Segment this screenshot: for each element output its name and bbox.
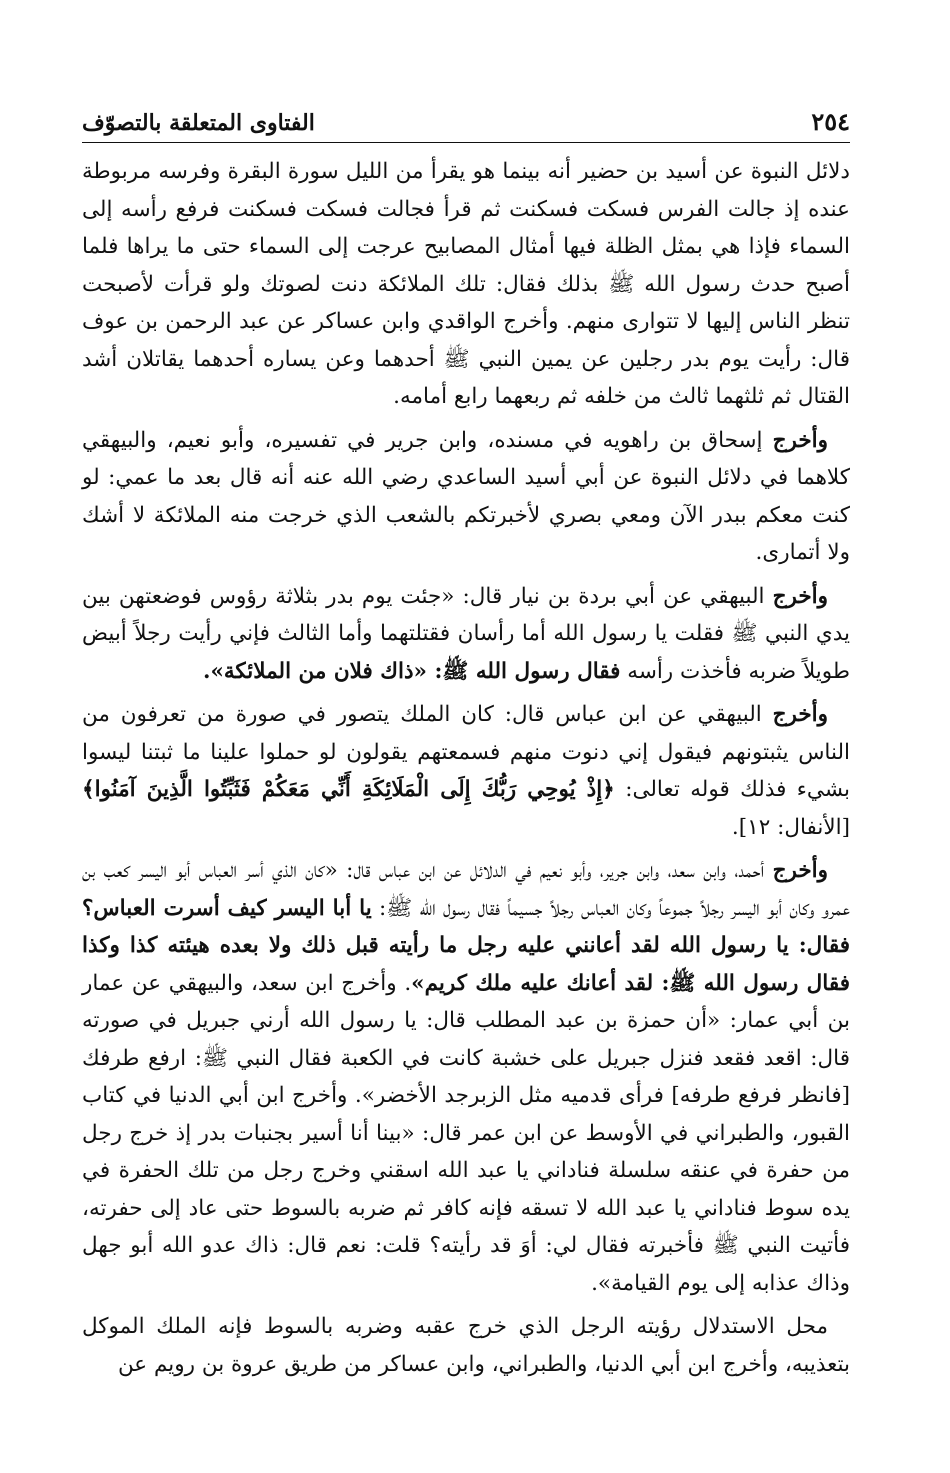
paragraph-lead: وأخرج [772, 702, 828, 727]
verse-reference: [الأنفال: ١٢]. [731, 814, 850, 840]
paragraph-lead: وأخرج [772, 858, 828, 883]
paragraph-bold-quote: فقال رسول الله ﷺ: «ذاك فلان من الملائكة». [202, 658, 621, 684]
quran-verse: ﴿إِذْ يُوحِي رَبُّكَ إِلَى الْمَلَائِكَةِ أَنِّي مَعَكُمْ فَثَبِّتُوا الَّذِينَ آمَنُوا﴾ [82, 777, 615, 802]
paragraph-3 [82, 578, 850, 691]
paragraph-6 [82, 1308, 850, 1383]
paragraph-text: أحمد، وابن سعد، وابن جرير، وأبو نعيم في الدلائل عن ابن عباس قال: «كان الذي أسر العباس أبو اليسر كعب بن عمرو وكان أبو اليسر رجلاً جموعاً وكان العباس رجلاً جسيماً فقال رسول الله ﷺ: [82, 858, 850, 921]
paragraph-2 [82, 422, 850, 572]
running-title: الفتاوى المتعلقة بالتصوّف [82, 110, 315, 136]
page-header [82, 96, 850, 143]
paragraph-text: البيهقي عن أبي بردة بن نيار قال: «جئت يوم بدر بثلاثة رؤوس فوضعتهن بين يدي النبي ﷺ فقلت يا رسول الله أما رأسان فقتلتهما وأما الثالث فإني رأيت رجلاً أبيض طويلاً ضربه فأخذت رأسه [82, 583, 850, 684]
paragraph-4 [82, 696, 850, 846]
paragraph-5 [82, 852, 850, 1302]
paragraph-text: إسحاق بن راهويه في مسنده، وابن جرير في تفسيره، وأبو نعيم، والبيهقي كلاهما في دلائل النبوة عن أبي أسيد الساعدي رضي الله عنه أنه قال بعد ما عمي: لو كنت معكم ببدر الآن ومعي بصري لأخبرتكم بالشعب الذي خرجت منه الملائكة لا أشك ولا أتمارى. [82, 427, 850, 565]
paragraph-text: دلائل النبوة عن أسيد بن حضير أنه بينما هو يقرأ من الليل سورة البقرة وفرسه مربوطة عنده إذ جالت الفرس فسكت فسكنت ثم قرأ فجالت فسكت فسكنت فرفع رأسه إلى السماء فإذا هي بمثل الظلة فيها أمثال المصابيح عرجت إلى السماء حتى ما يراها فلما أصبح حدث رسول الله ﷺ بذلك فقال: تلك الملائكة دنت لصوتك ولو قرأت لأصبحت تنظر الناس إليها لا تتوارى منهم. وأخرج الواقدي وابن عساكر عن عبد الرحمن بن عوف قال: رأيت يوم بدر رجلين عن يمين النبي ﷺ أحدهما وعن يساره أحدهما يقاتلان أشد القتال ثم ثلثهما ثالث من خلفه ثم ربعهما رابع أمامه. [82, 159, 850, 409]
paragraph-bold-quote: يا أبا اليسر كيف أسرت العباس؟ فقال: يا رسول الله لقد أعانني عليه رجل ما رأيته قبل ذلك ولا بعده هيئته كذا وكذا فقال رسول الله ﷺ: لقد أعانك عليه ملك كريم» [82, 895, 850, 996]
paragraph-text-continued: . وأخرج ابن سعد، والبيهقي عن عمار بن أبي عمار: «أن حمزة بن عبد المطلب قال: يا رسول الله أرني جبريل في صورته قال: اقعد فقعد فنزل جبريل على خشبة كانت في الكعبة فقال النبي ﷺ: ارفع طرفك [فانظر فرفع طرفه] فرأى قدميه مثل الزبرجد الأخضر». وأخرج ابن أبي الدنيا في كتاب القبور، والطبراني في الأوسط عن ابن عمر قال: «بينا أنا أسير بجنبات بدر إذ خرج رجل من حفرة في عنقه سلسلة فناداني يا عبد الله اسقني وخرج رجل من تلك الحفرة في يده سوط فناداني يا عبد الله لا تسقه فإنه كافر ثم ضربه بالسوط حتى عاد إلى حفرته، فأتيت النبي ﷺ فأخبرته فقال لي: أوَ قد رأيته؟ قلت: نعم قال: ذاك عدو الله أبو جهل وذاك عذابه إلى يوم القيامة». [82, 970, 850, 1296]
paragraph-text: البيهقي عن ابن عباس قال: كان الملك يتصور في صورة من تعرفون من الناس يثبتونهم فيقول إني دنوت منهم فسمعتهم يقولون لو حملوا علينا ما ثبتنا ليسوا بشيء فذلك قوله تعالى: [82, 702, 850, 802]
paragraph-lead: وأخرج [772, 583, 828, 609]
paragraph-1 [82, 153, 850, 416]
book-page [82, 96, 850, 1389]
paragraph-lead: وأخرج [772, 427, 828, 453]
body-text [82, 153, 850, 1383]
page-number: ٢٥٤ [811, 107, 850, 136]
paragraph-text: محل الاستدلال رؤيته الرجل الذي خرج عقبه وضربه بالسوط فإنه الملك الموكل بتعذيبه، وأخرج ابن أبي الدنيا، والطبراني، وابن عساكر من طريق عروة بن رويم عن [82, 1314, 850, 1377]
